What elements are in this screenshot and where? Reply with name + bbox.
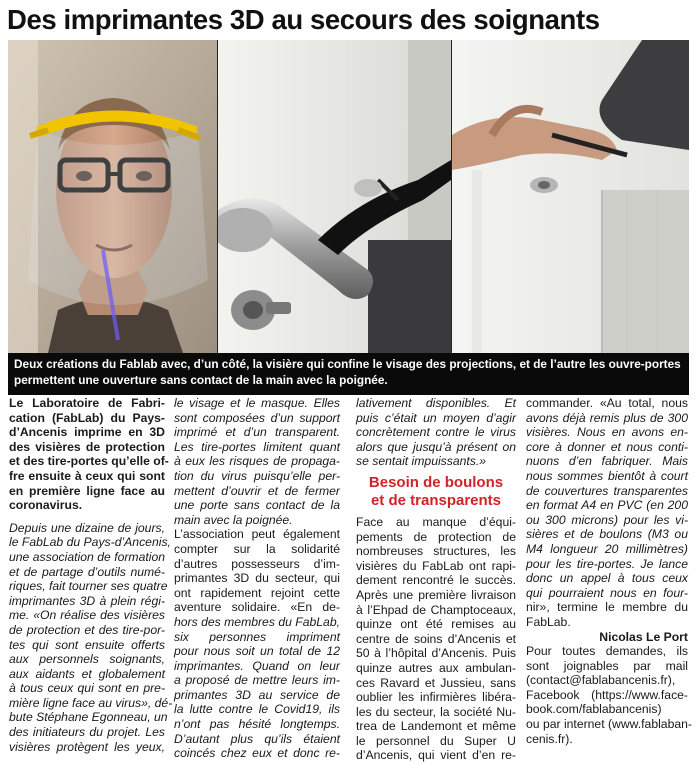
article-column-2 <box>174 396 340 761</box>
text-line: à l’Ehpad de Champtoceaux, <box>356 602 516 617</box>
text-line: avons déjà remis plus de 300 <box>526 410 688 425</box>
text-line: Le Laboratoire de Fabri- <box>9 396 165 410</box>
text-line: d’autres possesseurs d’im- <box>174 556 340 571</box>
subheading-line: et de transparents <box>370 491 502 509</box>
body-paragraph <box>526 396 688 630</box>
text-line: de protection et des tire-por- <box>9 622 165 637</box>
text-line: primantes 3D au service de <box>174 687 340 702</box>
text-line: Face au manque d’équi- <box>356 514 516 529</box>
text-line: pements de protection de <box>356 529 516 544</box>
text-line: Après une première livraison <box>356 587 516 602</box>
text-line: une association de formation <box>9 549 165 564</box>
body-paragraph <box>174 396 340 527</box>
article-column-4 <box>526 396 692 746</box>
text-line: se sentait impuissants.» <box>356 454 487 469</box>
text-line: cation (FabLab) du Pays- <box>9 410 165 425</box>
text-line: cenis.fr). <box>526 731 573 746</box>
text-line: imprimantes 3D à plein régi- <box>9 593 165 608</box>
text-line: FabLab. <box>526 614 571 629</box>
text-line: de couvertures transparentes <box>526 483 688 498</box>
text-line: ou 300 microns) pour les vi- <box>526 512 688 527</box>
text-line: en format A4 en PVC (en 200 <box>526 498 688 513</box>
lead-paragraph <box>9 396 169 513</box>
text-line: hors des membres du FabLab, <box>174 614 340 629</box>
text-line: visières du FabLab ont rapi- <box>356 558 516 573</box>
text-line: des initiateurs du projet. Les <box>9 725 165 740</box>
text-line: tes qui sont ensuite offerts <box>9 637 165 652</box>
text-line: pour nous soit un total de 12 <box>174 644 340 659</box>
text-line: tion du virus puisqu’elle per- <box>174 468 340 483</box>
text-line: coincés chez eux et donc re- <box>174 746 340 761</box>
text-line: à tous ceux qui sont en pre- <box>9 681 165 696</box>
text-line: six personnes impriment <box>174 629 340 644</box>
text-line: et des tire-portes qu’elle of- <box>9 454 169 469</box>
text-line: pour les tire-portes. Je lance <box>526 556 688 571</box>
text-line: compter sur la solidarité <box>174 541 340 556</box>
caption-line: Deux créations du Fablab avec, d’un côté, la visière qui confine le visage des projections, et de l’autre les ouvre-portes <box>14 357 681 371</box>
text-line: D’autant plus qu’ils étaient <box>174 731 340 746</box>
body-paragraph <box>356 396 516 469</box>
text-line: Facebook (https://www.face- <box>526 687 688 702</box>
caption-line: permettent une ouverture sans contact de la main avec la poignée. <box>14 373 388 387</box>
text-line: a proposé de mettre leurs im- <box>174 673 340 688</box>
text-line: coronavirus. <box>9 498 83 513</box>
text-line: le FabLab du Pays-d’Ancenis, <box>9 535 171 550</box>
text-line: à eux les risques de propaga- <box>174 454 340 469</box>
text-line: le visage et le masque. Elles <box>174 396 340 410</box>
text-line: concrètement contre le virus <box>356 425 516 440</box>
text-line: quinze ont été remises au <box>356 617 516 632</box>
text-line: nir», termine le membre du <box>526 600 688 615</box>
text-line: et de partage d’outils numé- <box>9 564 165 579</box>
text-line: n’ont pas hésité longtemps. <box>174 717 340 732</box>
text-line: M4 longueur 20 millimètres) <box>526 541 688 556</box>
text-line: alors que jusqu’à présent on <box>356 439 516 454</box>
text-line: Les tire-portes limitent quant <box>174 439 340 454</box>
text-line: bute Stéphane Egonneau, un <box>9 710 168 725</box>
text-line: sont joignables par mail <box>526 658 688 673</box>
text-line: nombreuses structures, les <box>356 544 516 559</box>
photo-caption <box>8 353 689 395</box>
subheading-line: Besoin de boulons <box>368 473 504 491</box>
text-line: nous sommes bientôt à court <box>526 468 688 483</box>
text-line: trea de Landemont et même <box>356 719 516 734</box>
body-paragraph <box>356 515 516 763</box>
photo-face-visor <box>8 40 217 353</box>
photo-door-handle <box>218 40 451 353</box>
text-line: en première ligne face au <box>9 483 165 498</box>
text-line: sont composées d’un support <box>174 410 340 425</box>
text-line: ou par internet (www.fablaban- <box>526 717 692 732</box>
text-line: fre ensuite à ceux qui sont <box>9 468 165 483</box>
text-line: dement rencontré le succès. <box>356 573 516 588</box>
body-paragraph <box>9 520 173 755</box>
text-line: puis c’était un moyen d’agir <box>356 410 516 425</box>
text-line: lativement disponibles. Et <box>356 396 516 410</box>
body-paragraph <box>174 527 340 761</box>
text-line: 50 à l’hôpital d’Ancenis. Puis <box>356 646 516 661</box>
article-column-1 <box>9 396 173 754</box>
text-line: imprimé et d’un transparent. <box>174 425 340 440</box>
text-line: primantes 3D du secteur, qui <box>174 571 340 586</box>
text-line: Depuis une dizaine de jours, <box>9 520 165 535</box>
text-line: visières. Nous en avons en- <box>526 425 688 440</box>
text-line: book.com/fablabancenis) <box>526 702 662 717</box>
text-line: oublier les infirmières libéra- <box>356 690 516 705</box>
text-line: sières et de boulons (M3 ou <box>526 527 688 542</box>
text-line: qui pourraient nous en four- <box>526 585 688 600</box>
text-line: ces Ravard et Jussieu, sans <box>356 675 516 690</box>
author-signature: Nicolas Le Port <box>599 629 688 644</box>
text-line: aux aidants et globalement <box>9 666 165 681</box>
text-line: riques, fait tourner ses quatre <box>9 579 168 594</box>
headline: Des imprimantes 3D au secours des soignants <box>7 4 600 35</box>
text-line: mettent d’ouvrir et de fermer <box>174 483 340 498</box>
contact-paragraph <box>526 644 692 746</box>
text-line: aventure solidaire. «En de- <box>174 600 340 615</box>
text-line: (contact@fablabancenis.fr), <box>526 673 676 688</box>
text-line: d’Ancenis imprime en 3D <box>9 425 165 440</box>
section-subheading <box>356 474 516 510</box>
text-line: visières protègent les yeux, <box>9 739 165 754</box>
text-line: quinze autres aux ambulan- <box>356 660 516 675</box>
text-line: d’Ancenis, qui vient d’en re- <box>356 748 516 763</box>
text-line: imprimantes. Quand on leur <box>174 658 340 673</box>
article-column-3 <box>356 396 516 763</box>
text-line: me. «On réalise des visières <box>9 608 165 623</box>
text-line: le personnel du Super U <box>356 733 516 748</box>
photo-strip <box>8 40 689 353</box>
text-line: main avec la poignée. <box>174 512 293 527</box>
text-line: aux personnels soignants, <box>9 652 165 667</box>
text-line: L’association peut également <box>174 527 340 542</box>
text-line: commander. «Au total, nous <box>526 396 688 410</box>
text-line: des visières de protection <box>9 439 165 454</box>
text-line: core à donner et nous conti- <box>526 439 688 454</box>
text-line: nuons d’en fabriquer. Mais <box>526 454 688 469</box>
text-line: ont rapidement rejoint cette <box>174 585 340 600</box>
text-line: les du secteur, la société Nu- <box>356 704 516 719</box>
text-line: une porte sans contact de la <box>174 498 340 513</box>
text-line: donc un appel à tous ceux <box>526 571 688 586</box>
photo-hand-opener <box>452 40 689 353</box>
text-line: centre de soins d’Ancenis et <box>356 631 516 646</box>
text-line: mière ligne face au virus», dé- <box>9 695 173 710</box>
text-line: Pour toutes demandes, ils <box>526 644 688 659</box>
text-line: la lutte contre le Covid19, ils <box>174 702 340 717</box>
